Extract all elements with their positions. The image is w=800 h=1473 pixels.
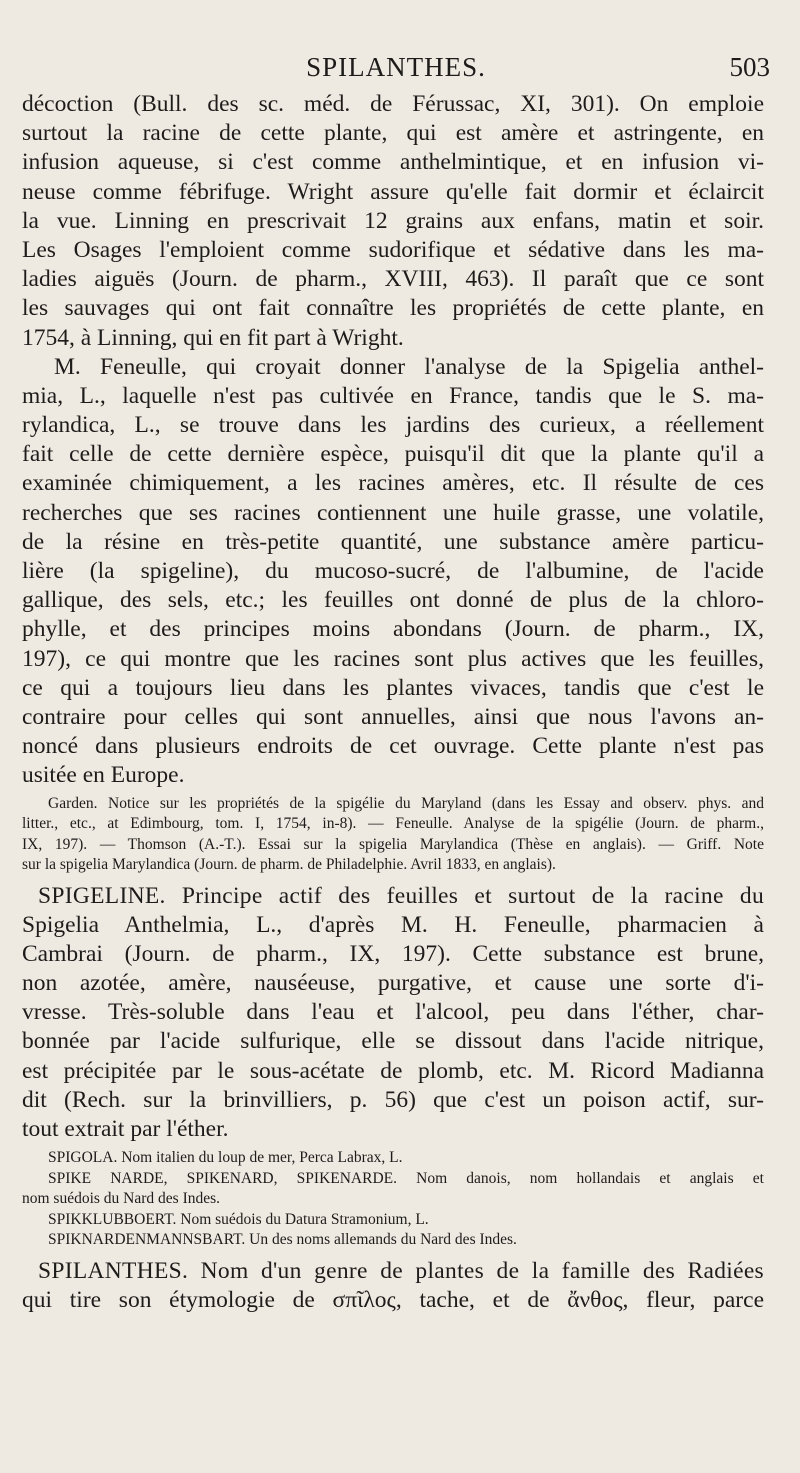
- entry-spike-narde-cont: nom suédois du Nard des Indes.: [22, 1190, 221, 1208]
- body-text: [22, 90, 764, 1315]
- entry-spikklubboert: SPIKKLUBBOERT. Nom suédois du Datura Stramonium, L.: [48, 1210, 429, 1228]
- small-entries: [22, 1148, 764, 1251]
- text-line: contraire pour celles qui sont annuelles, ainsi que nous l'avons an-: [22, 703, 764, 730]
- text-line: lière (la spigeline), du mucoso-sucré, de l'albumine, de l'acide: [22, 558, 764, 584]
- text-line: 1754, à Linning, qui en fit part à Wright.: [22, 324, 404, 351]
- text-line: bonnée par l'acide sulfurique, elle se dissout dans l'acide nitrique,: [22, 1028, 764, 1055]
- text-line: gallique, des sels, etc.; les feuilles ont donné de plus de la chloro-: [22, 587, 764, 614]
- entry-spiknardenmannsbart: SPIKNARDENMANNSBART. Un des noms allemands du Nard des Indes.: [48, 1231, 517, 1249]
- text-line: ce qui a toujours lieu dans les plantes vivaces, tandis que c'est le: [22, 674, 764, 701]
- text-line: dit (Rech. sur la brinvilliers, p. 56) que c'est un poison actif, sur-: [22, 1086, 764, 1113]
- text-line: examinée chimiquement, a les racines amères, etc. Il résulte de ces: [22, 470, 764, 497]
- page-header: [22, 52, 770, 88]
- text-line: la vue. Linning en prescrivait 12 grains aux enfans, matin et soir.: [22, 207, 764, 234]
- text-line: Cambrai (Journ. de pharm., IX, 197). Cette substance est brune,: [22, 940, 764, 967]
- text-line: est précipitée par le sous-acétate de plomb, etc. M. Ricord Madianna: [22, 1057, 764, 1084]
- text-line: mia, L., laquelle n'est pas cultivée en France, tandis que le S. ma-: [22, 382, 764, 409]
- entry-spilanthes: [22, 1257, 764, 1315]
- text-line: fait celle de cette dernière espèce, puisqu'il dit que la plante qu'il a: [22, 441, 764, 468]
- text-line: usitée en Europe.: [22, 762, 185, 789]
- entry-spike-narde: SPIKE NARDE, SPIKENARD, SPIKENARDE. Nom danois, nom hollandais et anglais et: [48, 1169, 764, 1187]
- paragraph-decoction: [22, 90, 764, 353]
- text-line: phylle, et des principes moins abondans (Journ. de pharm., IX,: [22, 616, 764, 643]
- paragraph-feneulle: [22, 353, 764, 791]
- text-line: recherches que ses racines contiennent une huile grasse, une volatile,: [22, 499, 764, 526]
- text-line: M. Feneulle, qui croyait donner l'analyse de la Spigelia anthel-: [54, 353, 764, 380]
- entry-spigola: SPIGOLA. Nom italien du loup de mer, Perca Labrax, L.: [48, 1149, 403, 1167]
- entry-spigeline: [22, 882, 764, 1145]
- text-line: Spigelia Anthelmia, L., d'après M. H. Feneulle, pharmacien à: [22, 911, 764, 938]
- text-line: neuse comme fébrifuge. Wright assure qu'elle fait dormir et éclaircit: [22, 178, 764, 205]
- bibliography-references: [22, 794, 764, 876]
- text-line: infusion aqueuse, si c'est comme anthelmintique, et en infusion vi-: [22, 149, 764, 176]
- text-line: tout extrait par l'éther.: [22, 1116, 229, 1142]
- text-line: non azotée, amère, nauséeuse, purgative, et cause une sorte d'i-: [22, 970, 764, 997]
- text-line: les sauvages qui ont fait connaître les propriétés de cette plante, en: [22, 295, 764, 322]
- text-line: vresse. Très-soluble dans l'eau et l'alcool, peu dans l'éther, char-: [22, 999, 764, 1026]
- text-line: Les Osages l'emploient comme sudorifique et sédative dans les ma-: [22, 236, 764, 263]
- reference-line: litter., etc., at Edimbourg, tom. I, 1754, in-8). — Feneulle. Analyse de la spigélie (Journ. de pharm.,: [22, 815, 764, 832]
- text-line: noncé dans plusieurs endroits de cet ouvrage. Cette plante n'est pas: [22, 733, 764, 760]
- text-line: SPIGELINE. Principe actif des feuilles et surtout de la racine du: [38, 882, 764, 909]
- text-line: rylandica, L., se trouve dans les jardins des curieux, a réellement: [22, 412, 764, 439]
- text-line: de la résine en très-petite quantité, une substance amère particu-: [22, 528, 764, 555]
- running-title: SPILANTHES.: [306, 52, 486, 82]
- reference-line: Garden. Notice sur les propriétés de la spigélie du Maryland (dans les Essay and observ. phys. and: [48, 794, 764, 812]
- text-line: surtout la racine de cette plante, qui est amère et astringente, en: [22, 120, 764, 147]
- text-line: qui tire son étymologie de σπῖλος, tache, et de ἄνθος, fleur, parce: [22, 1286, 764, 1313]
- text-line: décoction (Bull. des sc. méd. de Férussac, XI, 301). On emploie: [22, 91, 764, 117]
- text-line: SPILANTHES. Nom d'un genre de plantes de la famille des Radiées: [38, 1257, 764, 1284]
- page-number: 503: [729, 52, 770, 82]
- text-line: 197), ce qui montre que les racines sont plus actives que les feuilles,: [22, 645, 764, 672]
- reference-line: IX, 197). — Thomson (A.-T.). Essai sur la spigelia Marylandica (Thèse en anglais). — Griff. Note: [22, 835, 764, 853]
- text-line: ladies aiguës (Journ. de pharm., XVIII, 463). Il paraît que ce sont: [22, 266, 764, 293]
- reference-line: sur la spigelia Marylandica (Journ. de pharm. de Philadelphie. Avril 1833, en anglais).: [22, 856, 556, 873]
